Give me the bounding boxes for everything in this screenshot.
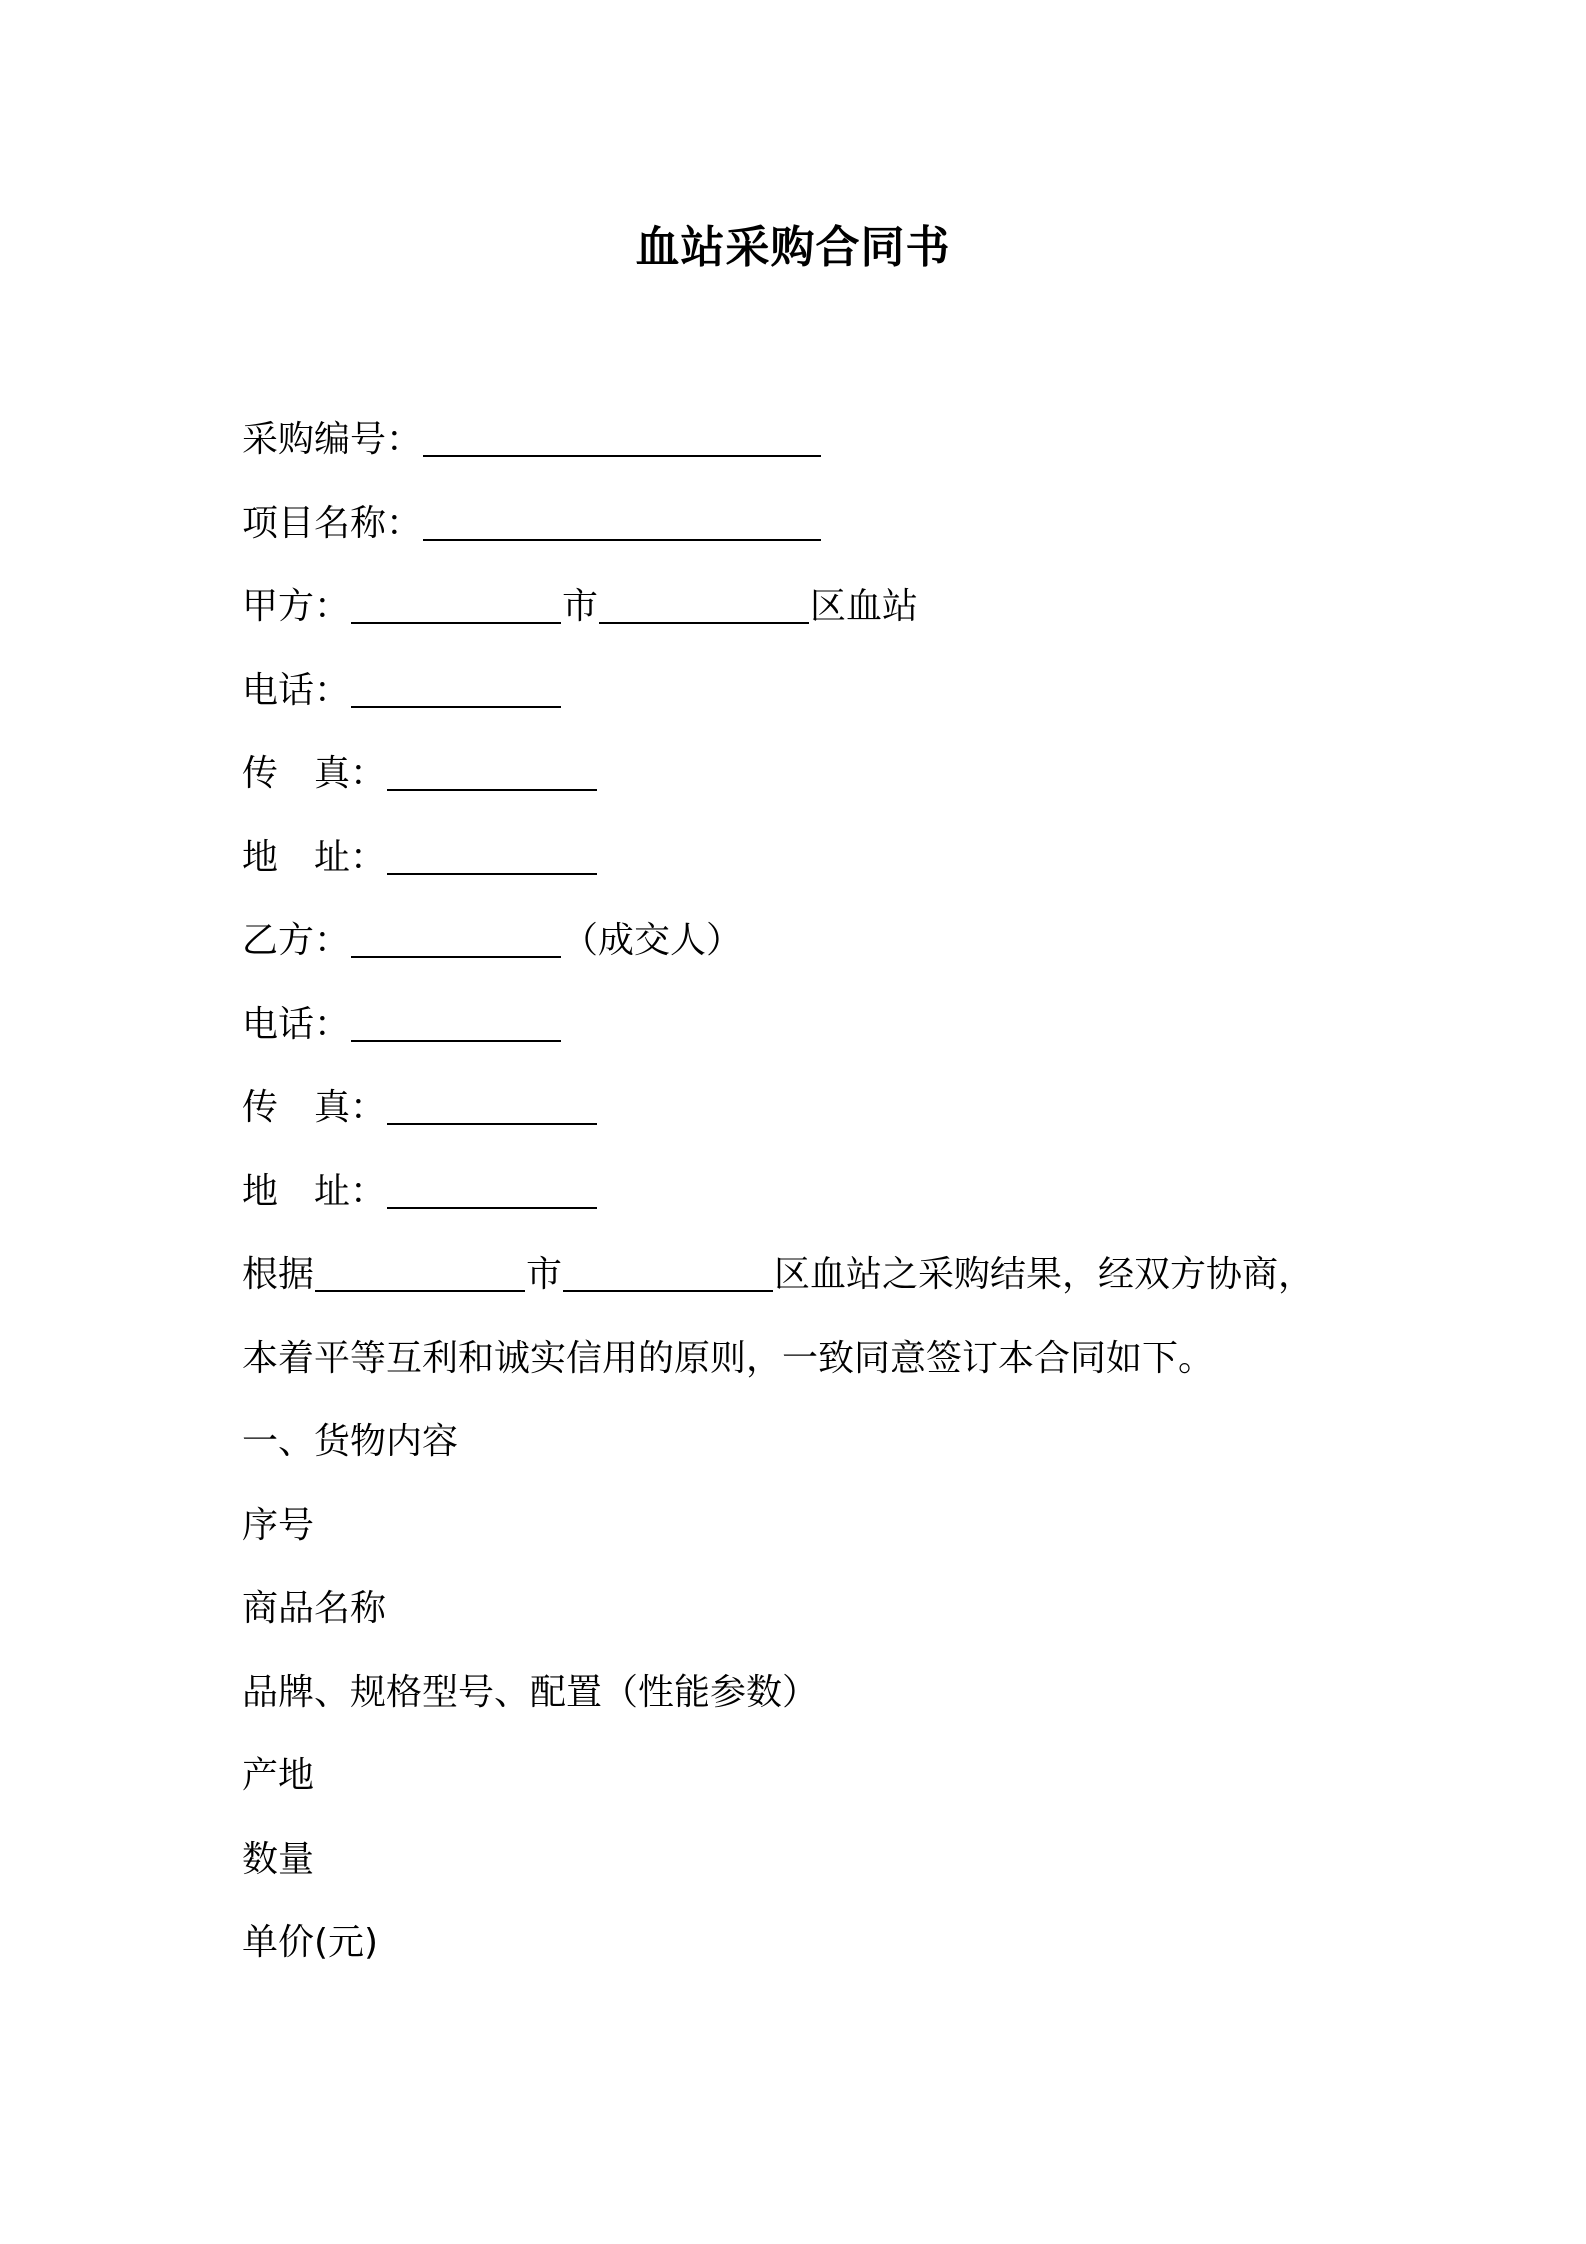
intro-city-suffix: 市 [526,1254,563,1295]
goods-column-name: 商品名称 [242,1588,387,1629]
party-a-row [242,577,1362,661]
party-b-blank [351,914,561,958]
party-b-fax-row [242,1078,1362,1162]
party-a-fax-row [242,744,1362,828]
party-a-fax-label-char-2: 真： [314,753,387,794]
intro-city-blank [315,1248,525,1292]
party-a-city-blank [351,580,561,624]
party-b-address-label-char-2: 址： [314,1170,387,1212]
party-a-address-label-char-2: 址： [314,836,387,878]
intro-district-blank [563,1248,773,1292]
party-b-fax-label-char-2: 真： [314,1087,387,1128]
party-a-city-suffix: 市 [562,586,599,627]
procurement-number-blank [423,413,821,457]
procurement-number-label: 采购编号： [242,419,423,460]
goods-column-unit-price: 单价(元) [242,1922,379,1963]
party-b-row [242,911,1362,995]
party-b-fax-label-char-1: 传 [242,1087,279,1128]
section-1-heading: 一、货物内容 [242,1421,459,1462]
party-a-label: 甲方： [242,586,351,627]
party-a-station-suffix: 区血站 [810,586,919,627]
party-b-phone-row [242,995,1362,1079]
intro-line-1-rest: 区血站之采购结果，经双方协商， [774,1254,1315,1295]
party-a-address-blank [387,831,597,875]
party-a-phone-blank [351,664,561,708]
party-a-fax-label-char-1: 传 [242,753,279,794]
party-b-phone-label: 电话： [242,1003,351,1045]
goods-column-specs: 品牌、规格型号、配置（性能参数） [242,1671,819,1713]
intro-line-2: 本着平等互利和诚实信用的原则，一致同意签订本合同如下。 [242,1337,1215,1379]
contract-content [242,410,1362,1997]
party-b-address-row [242,1162,1362,1246]
party-b-address-label-char-1: 地 [242,1170,279,1212]
project-name-label: 项目名称： [242,502,423,544]
project-name-row [242,494,1362,578]
goods-column-origin: 产地 [242,1755,315,1796]
intro-prefix: 根据 [242,1254,315,1295]
goods-column-quantity: 数量 [242,1838,315,1880]
document-title: 血站采购合同书 [635,222,951,273]
party-b-fax-blank [387,1081,597,1125]
party-a-fax-blank [387,747,597,791]
project-name-blank [423,497,821,541]
party-b-label: 乙方： [242,920,351,961]
party-a-phone-label: 电话： [242,669,351,711]
party-b-address-blank [387,1165,597,1209]
party-b-phone-blank [351,998,561,1042]
party-a-address-row [242,828,1362,912]
party-a-address-label-char-1: 地 [242,836,279,878]
party-a-district-blank [599,580,809,624]
intro-line-1 [242,1245,1362,1329]
party-b-note: （成交人） [562,920,743,961]
procurement-number-row [242,410,1362,494]
goods-column-serial: 序号 [242,1504,315,1546]
party-a-phone-row [242,661,1362,745]
